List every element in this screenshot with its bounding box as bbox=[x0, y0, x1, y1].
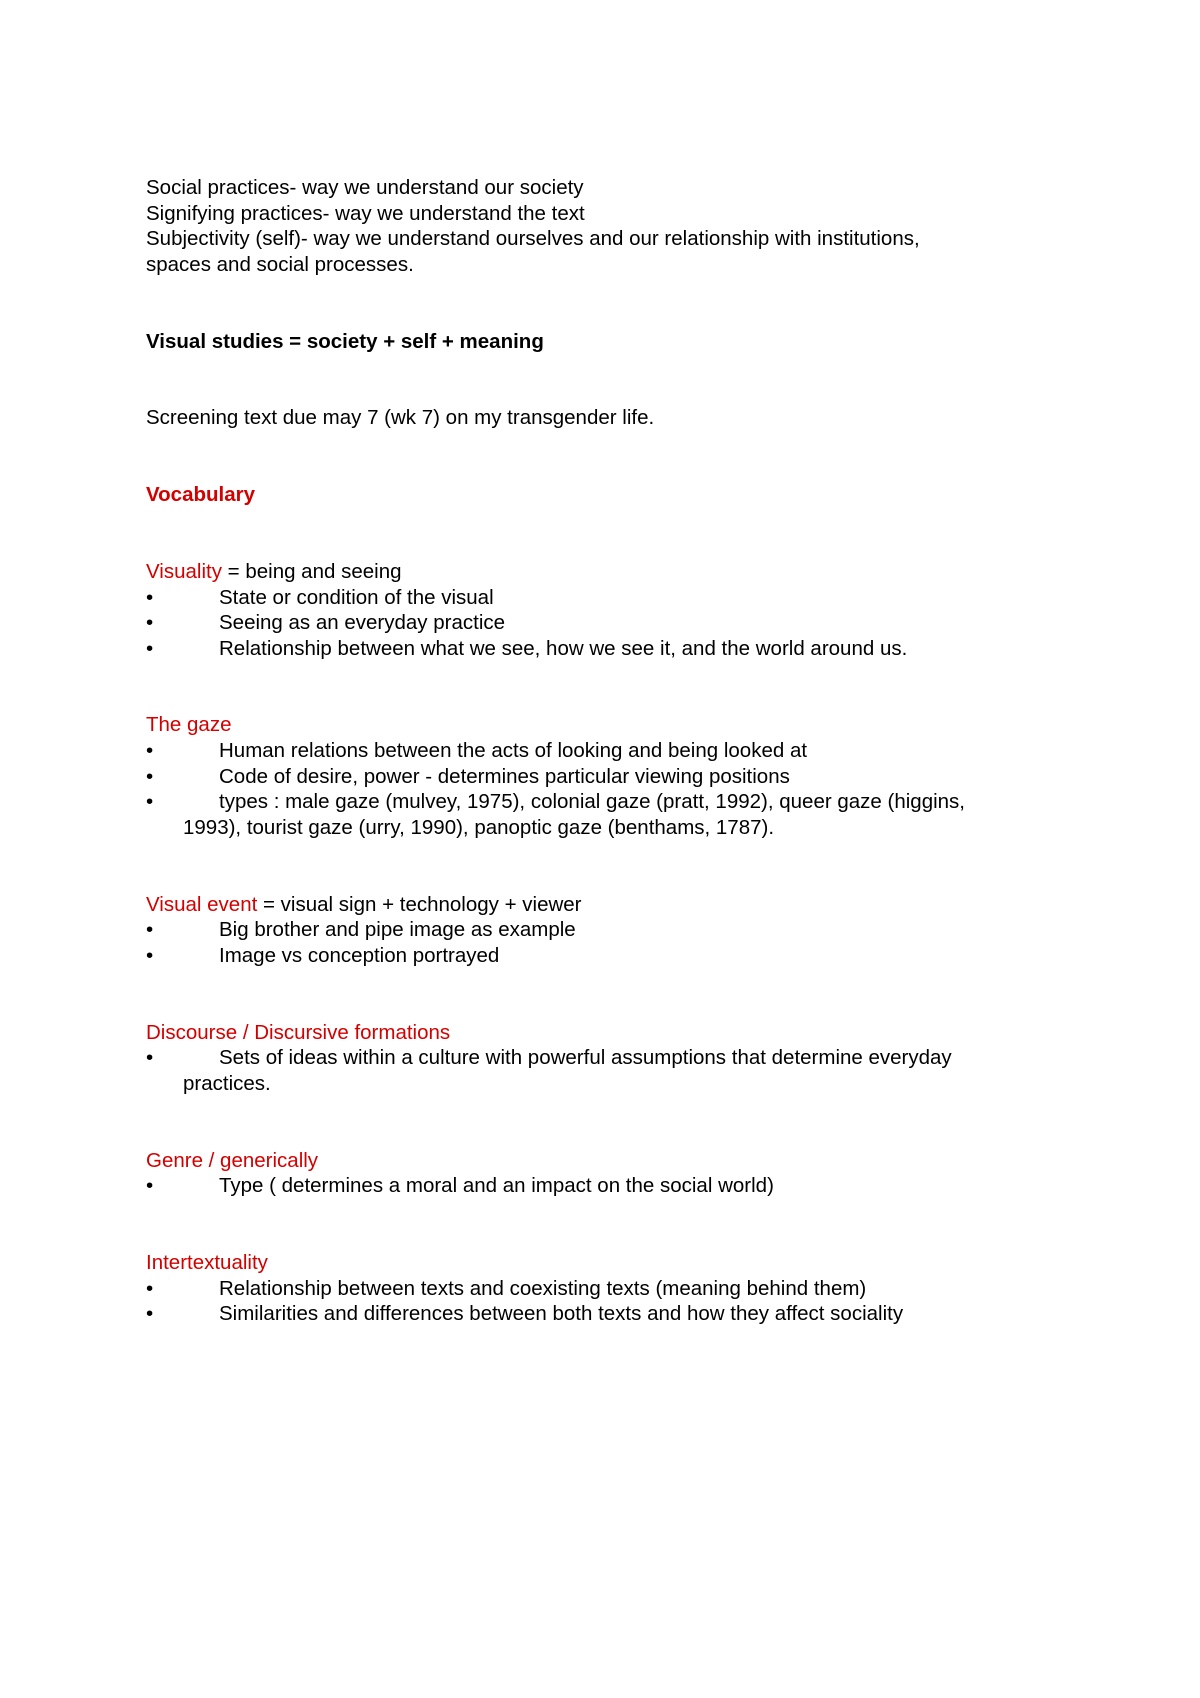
list-item bbox=[146, 1173, 1066, 1199]
intro-line: Subjectivity (self)- way we understand ourselves and our relationship with institutions, bbox=[146, 227, 920, 251]
term-definition: = visual sign + technology + viewer bbox=[257, 892, 582, 916]
list-item-text: Sets of ideas within a culture with powerful assumptions that determine everyday bbox=[219, 1046, 952, 1070]
term-label: Visuality bbox=[146, 559, 222, 583]
list-item-text: types : male gaze (mulvey, 1975), colonial gaze (pratt, 1992), queer gaze (higgins, bbox=[219, 790, 965, 814]
term-gaze: The gaze bbox=[146, 713, 232, 737]
bullet-icon: • bbox=[146, 764, 154, 788]
formula-heading: Visual studies = society + self + meaning bbox=[146, 329, 544, 353]
list-item bbox=[146, 1045, 1066, 1096]
bullet-icon: • bbox=[146, 739, 154, 763]
list-item-text-continued: practices. bbox=[183, 1071, 271, 1095]
term-discourse: Discourse / Discursive formations bbox=[146, 1020, 451, 1044]
list-item bbox=[146, 738, 1066, 764]
list-item bbox=[146, 1276, 1066, 1302]
term-genre: Genre / generically bbox=[146, 1148, 319, 1172]
list-item-text: Type ( determines a moral and an impact on the social world) bbox=[219, 1174, 774, 1198]
intro-line: Social practices- way we understand our society bbox=[146, 176, 584, 199]
list-item bbox=[146, 764, 1066, 790]
list-item bbox=[146, 917, 1066, 943]
term-label: Visual event bbox=[146, 892, 258, 916]
list-item-text: State or condition of the visual bbox=[219, 585, 494, 609]
term-visuality bbox=[146, 559, 1066, 585]
bullet-icon: • bbox=[146, 790, 154, 814]
bullet-icon: • bbox=[146, 636, 154, 660]
list-item-text: Code of desire, power - determines particular viewing positions bbox=[219, 764, 790, 788]
bullet-icon: • bbox=[146, 611, 154, 635]
term-intertextuality: Intertextuality bbox=[146, 1250, 268, 1274]
intro-line: spaces and social processes. bbox=[146, 252, 414, 276]
list-item-text: Relationship between texts and coexisting texts (meaning behind them) bbox=[219, 1276, 867, 1300]
list-item bbox=[146, 1301, 1066, 1327]
list-item-text: Similarities and differences between both texts and how they affect sociality bbox=[219, 1302, 904, 1326]
bullet-icon: • bbox=[146, 585, 154, 609]
list-item bbox=[146, 943, 1066, 969]
list-item bbox=[146, 585, 1066, 611]
bullet-icon: • bbox=[146, 1046, 154, 1070]
term-definition: = being and seeing bbox=[221, 559, 402, 583]
list-item bbox=[146, 610, 1066, 636]
list-item-text: Image vs conception portrayed bbox=[219, 943, 500, 967]
document-page bbox=[146, 175, 1066, 1327]
bullet-icon: • bbox=[146, 1276, 154, 1300]
vocabulary-heading: Vocabulary bbox=[146, 483, 255, 507]
screening-note: Screening text due may 7 (wk 7) on my transgender life. bbox=[146, 406, 655, 430]
list-item-text: Relationship between what we see, how we see it, and the world around us. bbox=[219, 636, 908, 660]
list-item bbox=[146, 636, 1066, 662]
bullet-icon: • bbox=[146, 943, 154, 967]
bullet-icon: • bbox=[146, 1174, 154, 1198]
bullet-icon: • bbox=[146, 1302, 154, 1326]
list-item bbox=[146, 789, 1066, 840]
list-item-text-continued: 1993), tourist gaze (urry, 1990), panoptic gaze (benthams, 1787). bbox=[183, 815, 775, 839]
list-item-text: Human relations between the acts of looking and being looked at bbox=[219, 739, 808, 763]
list-item-text: Seeing as an everyday practice bbox=[219, 611, 506, 635]
bullet-icon: • bbox=[146, 918, 154, 942]
list-item-text: Big brother and pipe image as example bbox=[219, 918, 576, 942]
term-visual-event bbox=[146, 892, 1066, 918]
intro-line: Signifying practices- way we understand the text bbox=[146, 201, 585, 225]
